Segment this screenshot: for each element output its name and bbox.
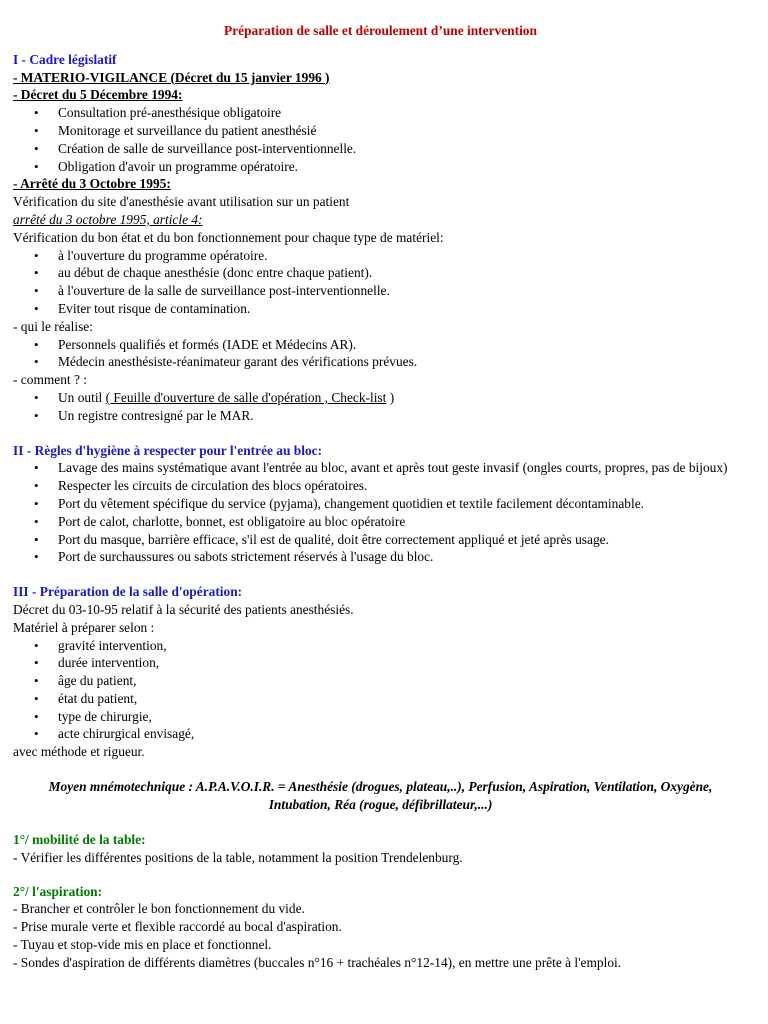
table-line: - Vérifier les différentes positions de la table, notamment la position Trendelenburg. — [13, 849, 463, 865]
list-item: • Médecin anesthésiste-réanimateur garant des vérifications prévues. — [58, 353, 748, 371]
list-item: • Port du vêtement spécifique du service (pyjama), changement quotidien et textile facilement décontaminable. — [58, 495, 748, 513]
article-4-line: arrêté du 3 octobre 1995, article 4: — [13, 211, 203, 227]
decret-line: Décret du 03-10-95 relatif à la sécurité des patients anesthésiés. — [13, 601, 354, 617]
list-item: • état du patient, — [58, 690, 748, 708]
mnemonic-paragraph: Moyen mnémotechnique : A.P.A.V.O.I.R. = Anesthésie (drogues, plateau,..), Perfusion, Aspiration, Ventilation, Oxygène, Intubation, Réa (rogue, défibrillateur,...) — [48, 779, 713, 813]
section-heading: I - Cadre législatif — [13, 51, 117, 67]
section-preparation-salle — [13, 583, 748, 761]
aspiration-line: - Prise murale verte et flexible raccordé au bocal d'aspiration. — [13, 919, 342, 935]
materiel-line: Matériel à préparer selon : — [13, 619, 155, 635]
section-aspiration — [13, 883, 748, 972]
verif-materiel-line: Vérification du bon état et du bon fonctionnement pour chaque type de matériel: — [13, 229, 444, 245]
list-item: • Port de calot, charlotte, bonnet, est obligatoire au bloc opératoire — [58, 513, 748, 531]
list-item: • âge du patient, — [58, 672, 748, 690]
list-item: • acte chirurgical envisagé, — [58, 725, 748, 743]
qui-list — [13, 336, 748, 372]
outil-underlined: ( Feuille d'ouverture de salle d'opération , Check-list — [105, 389, 387, 405]
section-cadre-legislatif — [13, 51, 748, 425]
materio-vigilance-line: - MATERIO-VIGILANCE (Décret du 15 janvier 1996 ) — [13, 69, 330, 85]
list-item: • à l'ouverture de la salle de surveillance post-interventionnelle. — [58, 282, 748, 300]
list-item: • Un registre contresigné par le MAR. — [58, 407, 748, 425]
comment-list — [13, 389, 748, 425]
decret-1994-list — [13, 104, 748, 175]
subsection-heading: 2°/ l'aspiration: — [13, 883, 103, 899]
list-item — [58, 389, 748, 407]
verif-site-line: Vérification du site d'anesthésie avant utilisation sur un patient — [13, 194, 350, 210]
outil-suffix: ) — [386, 389, 395, 405]
decret-1994-line: - Décret du 5 Décembre 1994: — [13, 87, 183, 103]
list-item: • Respecter les circuits de circulation des blocs opératoires. — [58, 477, 748, 495]
arrete-1995-line: - Arrêté du 3 Octobre 1995: — [13, 176, 171, 192]
comment-line: - comment ? : — [13, 372, 87, 388]
section-hygiene — [13, 442, 748, 567]
list-item: • Eviter tout risque de contamination. — [58, 300, 748, 318]
list-item: • Port du masque, barrière efficace, s'il est de qualité, doit être correctement appliqué et jeté après usage. — [58, 531, 748, 549]
section-heading: III - Préparation de la salle d'opération: — [13, 584, 243, 600]
aspiration-line: - Brancher et contrôler le bon fonctionnement du vide. — [13, 901, 305, 917]
list-item: • Personnels qualifiés et formés (IADE et Médecins AR). — [58, 336, 748, 354]
document-title: Préparation de salle et déroulement d’une intervention — [224, 23, 537, 38]
list-item: • Obligation d'avoir un programme opératoire. — [58, 158, 748, 176]
list-item: • gravité intervention, — [58, 637, 748, 655]
subsection-heading: 1°/ mobilité de la table: — [13, 832, 146, 848]
list-item: • durée intervention, — [58, 654, 748, 672]
aspiration-line: - Tuyau et stop-vide mis en place et fonctionnel. — [13, 937, 272, 953]
aspiration-line: - Sondes d'aspiration de différents diamètres (buccales n°16 + trachéales n°12-14), en mettre une prête à l'emploi. — [13, 954, 622, 970]
list-item: • à l'ouverture du programme opératoire. — [58, 247, 748, 265]
list-item: • au début de chaque anesthésie (donc entre chaque patient). — [58, 264, 748, 282]
section-heading: II - Règles d'hygiène à respecter pour l'entrée au bloc: — [13, 442, 323, 458]
verif-list — [13, 247, 748, 318]
hygiene-list — [13, 459, 748, 566]
list-item: • Consultation pré-anesthésique obligatoire — [58, 104, 748, 122]
section-table-mobility — [13, 831, 748, 867]
list-item: • type de chirurgie, — [58, 708, 748, 726]
list-item: • Lavage des mains systématique avant l'entrée au bloc, avant et après tout geste invasif (ongles courts, propres, pas de bijoux) — [58, 459, 748, 477]
list-item: • Port de surchaussures ou sabots strictement réservés à l'usage du bloc. — [58, 548, 748, 566]
outil-prefix: Un outil — [58, 389, 106, 405]
materiel-list — [13, 637, 748, 744]
list-item: • Monitorage et surveillance du patient anesthésié — [58, 122, 748, 140]
list-item: • Création de salle de surveillance post-interventionnelle. — [58, 140, 748, 158]
qui-line: - qui le réalise: — [13, 318, 93, 334]
methode-line: avec méthode et rigueur. — [13, 744, 145, 760]
